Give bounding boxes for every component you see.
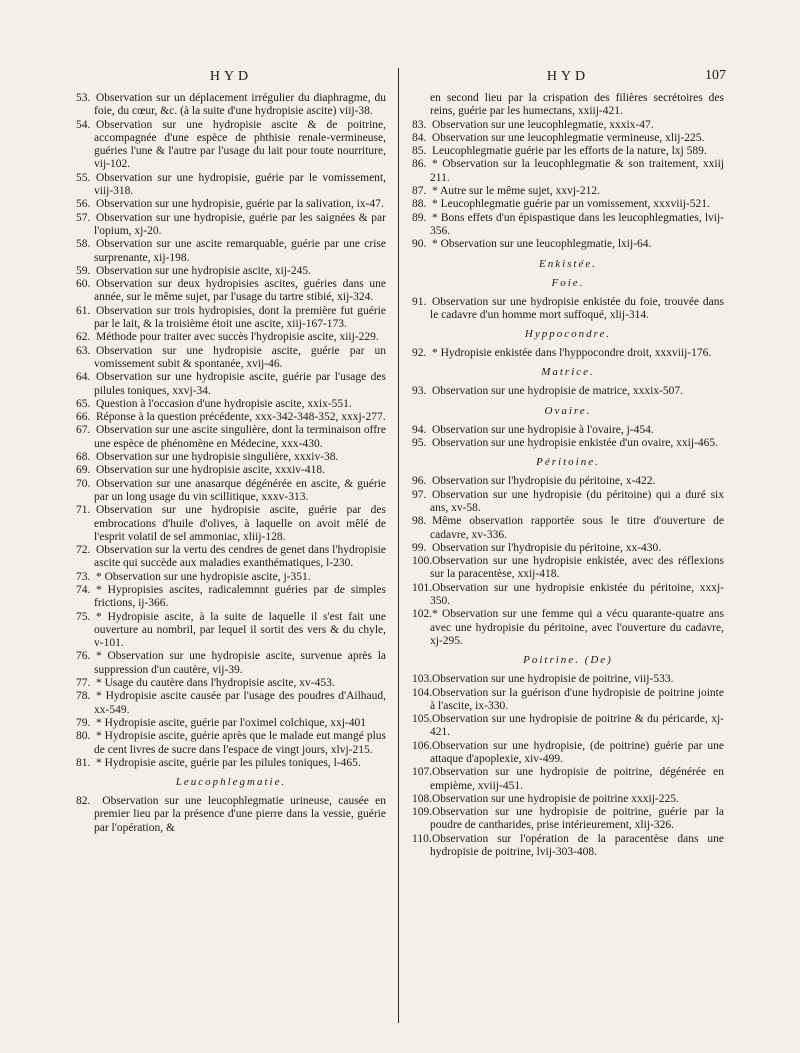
index-entry — [412, 185, 724, 198]
index-entry — [76, 677, 386, 690]
entry-text: * Autre sur le même sujet, xxvj-212. — [432, 185, 600, 198]
entry-text: Observation sur une hydropisie de poitrine, dégénérée en empième, xviij-451. — [430, 766, 724, 792]
index-entry — [76, 544, 386, 571]
entry-number: 91. — [412, 295, 427, 308]
entry-list-foie — [412, 296, 724, 323]
entry-text: Observation sur une leucophlegmatie vermineuse, xlij-225. — [432, 131, 705, 144]
index-entry — [76, 464, 386, 477]
index-entry — [412, 687, 724, 714]
entry-list-leucophlegmatie — [412, 119, 724, 252]
entry-number: 68. — [76, 451, 91, 464]
entry-number: 59. — [76, 264, 91, 277]
entry-text: Observation sur une anasarque dégénérée en ascite, & guérie par un long usage du vin scillitique, xxxv-313. — [94, 477, 386, 503]
entry-number: 62. — [76, 331, 91, 344]
entry-number: 63. — [76, 344, 91, 357]
section-heading-leucophlegmatie: Leucophlegmatie. — [175, 776, 287, 789]
entry-number: 77. — [76, 677, 91, 690]
entry-text: Observation sur une ascite remarquable, guérie par une crise surprenante, xij-198. — [94, 238, 386, 264]
entry-text: Même observation rapportée sous le titre d'ouverture de cadavre, xv-336. — [430, 515, 724, 541]
index-entry — [412, 132, 724, 145]
entry-number: 100. — [412, 555, 433, 568]
entry-list-poitrine — [412, 673, 724, 859]
index-entry — [412, 489, 724, 516]
entry-text: Observation sur trois hydropisies, dont la première fut guérie par le lait, & la troisième étoit une ascite, xiij-167-173. — [94, 304, 386, 331]
entry-number: 61. — [76, 304, 91, 317]
index-entry — [412, 833, 724, 860]
entry-number: 55. — [76, 171, 91, 184]
index-entry — [76, 238, 386, 265]
index-entry — [76, 650, 386, 677]
entry-text: Observation sur la guérison d'une hydropisie de poitrine jointe à l'ascite, ix-330. — [430, 686, 724, 712]
entry-number: 105. — [412, 713, 433, 726]
index-entry — [412, 158, 724, 185]
entry-number: 69. — [76, 464, 91, 477]
entry-text: * Hydropisie ascite, guérie après que le malade eut mangé plus de cent livres de sucre dans l'espace de vingt jours, xlvj-215. — [94, 730, 386, 756]
entry-text: Observation sur une ascite singulière, dont la terminaison offre une espèce de phénomène en Médecine, xxx-430. — [94, 424, 386, 450]
index-entry — [412, 608, 724, 648]
entry-text: Observation sur une hydropisie de matrice, xxxix-507. — [432, 385, 684, 398]
entry-text: Observation sur l'hydropisie du péritoine, xx-430. — [432, 541, 662, 554]
entry-text: Observation sur une hydropisie, (de poitrine) guérie par une attaque d'apoplexie, xiv-499. — [430, 739, 724, 765]
index-entry — [412, 424, 724, 437]
index-entry — [76, 265, 386, 278]
index-entry — [412, 145, 724, 158]
entry-text: * Hydropisie ascite, guérie par les pilules toniques, l-465. — [96, 756, 361, 769]
entry-text: Observation sur un déplacement irrégulier du diaphragme, du foie, du cœur, &c. (à la suite d'une hydropisie ascite) viij-38. — [94, 92, 386, 118]
entry-number: 90. — [412, 238, 427, 251]
index-entry — [76, 172, 386, 199]
entry-text: * Hydropisie ascite, à la suite de laquelle il s'est fait une ouverture au nombril, par lequel il sortit des vers & du chyle, v-101. — [94, 610, 386, 650]
subheading-ovaire: Ovaire. — [544, 404, 592, 417]
subheading-poitrine: Poitrine. (De) — [523, 654, 613, 667]
entry-number: 84. — [412, 131, 427, 144]
index-entry — [412, 806, 724, 833]
index-entry — [76, 478, 386, 505]
entry-number: 110. — [412, 832, 432, 845]
right-running-head: HYD — [546, 69, 590, 84]
entry-text: Réponse à la question précédente, xxx-342-348-352, xxxj-277. — [96, 411, 386, 424]
entry-number: 79. — [76, 716, 91, 729]
entry-list-hypocondre — [412, 347, 724, 360]
entry-number: 81. — [76, 756, 91, 769]
entry-number: 64. — [76, 371, 91, 384]
entry-number: 85. — [412, 145, 427, 158]
index-entry — [412, 542, 724, 555]
entry-number: 74. — [76, 583, 91, 596]
entry-number: 94. — [412, 423, 427, 436]
entry-number: 99. — [412, 541, 427, 554]
index-entry — [412, 555, 724, 582]
index-entry — [76, 212, 386, 239]
index-entry — [412, 475, 724, 488]
entry-text: Méthode pour traiter avec succès l'hydropisie ascite, xiij-229. — [96, 331, 379, 344]
entry-text: * Observation sur une leucophlegmatie, lxij-64. — [432, 238, 652, 251]
entry-text: Observation sur une hydropisie ascite, guérie par des embrocations d'huile d'olives, à laquelle on avoit mêlé de l'esprit volatil de sel ammoniac, xliij-128. — [94, 504, 386, 543]
entry-text: * Leucophlegmatie guérie par un vomissement, xxxviij-521. — [432, 198, 710, 211]
index-entry — [412, 347, 724, 360]
subheading-peritoine: Péritoine. — [536, 456, 600, 469]
entry-number: 92. — [412, 347, 427, 360]
entry-number: 106. — [412, 739, 433, 752]
entry-number: 58. — [76, 238, 91, 251]
entry-text: * Usage du cautère dans l'hydropisie ascite, xv-453. — [96, 677, 335, 690]
index-entry — [412, 766, 724, 793]
entry-text: * Observation sur une hydropisie ascite, survenue après la suppression d'un cautère, vij-39. — [94, 650, 386, 676]
entry-text: Observation sur une hydropisie singulière, xxxiv-38. — [96, 451, 339, 464]
index-entry — [76, 411, 386, 424]
entry-text: Observation sur une hydropisie (du péritoine) qui a duré six ans, xv-58. — [430, 488, 724, 514]
entry-text: Observation sur une hydropisie de poitrine xxxij-225. — [432, 792, 679, 805]
index-entry — [76, 119, 386, 172]
index-entry — [76, 371, 386, 398]
entry-number: 72. — [76, 544, 91, 557]
entry-list-peritoine — [412, 475, 724, 648]
entry-text: Observation sur une hydropisie enkistée, avec des réflexions sur la paracentèse, xxij-418. — [430, 555, 724, 581]
entry-number: 56. — [76, 198, 91, 211]
entry-number: 75. — [76, 610, 91, 623]
index-entry — [76, 795, 386, 835]
index-entry — [76, 278, 386, 305]
index-entry — [412, 296, 724, 323]
index-entry — [76, 92, 386, 119]
entry-list-ovaire — [412, 424, 724, 451]
index-entry — [412, 713, 724, 740]
entry-text: Observation sur deux hydropisies ascites, guéries dans une année, sur le même sujet, par l'usage du tartre stibié, xij-324. — [94, 278, 386, 304]
index-entry — [412, 515, 724, 542]
continuation-text: en second lieu par la crispation des filières secrétoires des reins, guérie par les humectans, xxiij-421. — [430, 92, 724, 118]
index-entry — [412, 238, 724, 251]
entry-number: 82. — [76, 795, 91, 808]
index-entry — [76, 331, 386, 344]
index-entry — [76, 717, 386, 730]
index-entry — [412, 673, 724, 686]
index-entry — [412, 119, 724, 132]
entry-text: Observation sur une hydropisie de poitrine, viij-533. — [432, 673, 674, 686]
entry-number: 104. — [412, 686, 433, 699]
entry-text: * Observation sur la leucophlegmatie & son traitement, xxiij 211. — [430, 158, 724, 184]
entry-number: 65. — [76, 397, 91, 410]
index-entry — [76, 424, 386, 451]
entry-number: 88. — [412, 198, 427, 211]
subheading-hypocondre: Hyppocondre. — [524, 328, 612, 341]
entry-number: 78. — [76, 690, 91, 703]
entry-number: 80. — [76, 730, 91, 743]
entry-number: 57. — [76, 211, 91, 224]
index-entry — [76, 611, 386, 651]
index-entry — [412, 793, 724, 806]
entry-text: * Hydropisie enkistée dans l'hyppocondre droit, xxxviij-176. — [432, 347, 712, 360]
entry-number: 98. — [412, 515, 427, 528]
entry-text: Observation sur l'opération de la paracentèse dans une hydropisie de poitrine, lvij-303-408. — [430, 832, 724, 859]
index-entry — [76, 398, 386, 411]
entry-text: * Bons effets d'un épispastique dans les leucophlegmaties, lvij-356. — [430, 211, 724, 237]
entry-text: Observation sur la vertu des cendres de genet dans l'hydropisie ascite qui succède aux maladies exanthématiques, l-230. — [94, 544, 386, 570]
subheading-matrice: Matrice. — [541, 366, 595, 379]
entry-number: 103. — [412, 673, 433, 686]
entry-number: 89. — [412, 211, 427, 224]
entry-number: 53. — [76, 92, 91, 104]
index-entry — [76, 305, 386, 332]
index-entry — [412, 740, 724, 767]
entry-number: 70. — [76, 477, 91, 490]
entry-number: 109. — [412, 806, 433, 819]
index-entry — [412, 582, 724, 609]
section-heading-enkistee: Enkistée. — [538, 257, 597, 270]
index-entry — [76, 345, 386, 372]
entry-number: 71. — [76, 504, 91, 517]
entry-number: 95. — [412, 437, 427, 450]
entry-text: Observation sur une hydropisie, guérie par les saignées & par l'opium, xj-20. — [94, 211, 386, 237]
entry-text: Observation sur une hydropisie, guérie par le vomissement, viij-318. — [94, 171, 386, 198]
entry-number: 107. — [412, 766, 433, 779]
index-entry — [76, 451, 386, 464]
entry-number: 73. — [76, 570, 91, 583]
entry-number: 86. — [412, 158, 427, 171]
page-number: 107 — [705, 68, 726, 83]
subheading-foie: Foie. — [551, 276, 585, 289]
entry-text: * Hypropisies ascites, radicalemnnt guéries par de simples frictions, ij-366. — [94, 583, 386, 610]
index-entry — [412, 198, 724, 211]
entry-text: Observation sur une hydropisie de poitrine, guérie par la poudre de cantharides, prise intérieurement, xlij-326. — [430, 806, 724, 832]
entry-text: * Observation sur une femme qui a vécu quarante-quatre ans avec une hydropisie du péritoine, avec l'ouverture du cadavre, xj-295. — [430, 608, 724, 647]
entry-text: Observation sur une hydropisie ascite, xxxiv-418. — [96, 464, 325, 477]
index-entry — [76, 571, 386, 584]
entry-text: Observation sur une leucophlegmatie, xxxix-47. — [432, 118, 654, 131]
entry-text: Observation sur une hydropisie enkistée d'un ovaire, xxij-465. — [432, 437, 718, 450]
entry-text: Observation sur une hydropisie ascite, xij-245. — [96, 264, 311, 277]
entry-number: 54. — [76, 118, 91, 131]
entry-text: Observation sur une hydropisie, guérie par la salivation, ix-47. — [96, 198, 384, 211]
index-entry — [412, 212, 724, 239]
entry-number: 102. — [412, 608, 433, 621]
entry-number: 83. — [412, 118, 427, 131]
entry-text: Observation sur une hydropisie ascite, guérie par l'usage des pilules toniques, xxvj-34. — [94, 371, 386, 397]
column-divider — [398, 68, 399, 1023]
entry-text: Observation sur une hydropisie ascite & de poitrine, accompagnée d'une espèce de phthisie renale-vermineuse, guéries l'une & l'autre par l'usage du lait pour toute nourriture, vij-102. — [94, 118, 386, 171]
entry-text: Observation sur l'hydropisie du péritoine, x-422. — [432, 475, 656, 488]
index-entry — [76, 198, 386, 211]
entry-number: 96. — [412, 475, 427, 488]
index-entry — [76, 757, 386, 770]
entry-text: Observation sur une hydropisie de poitrine & du péricarde, xj-421. — [430, 713, 724, 739]
index-entry — [412, 385, 724, 398]
entry-number: 66. — [76, 411, 91, 424]
entry-text: Observation sur une hydropisie enkistée du foie, trouvée dans le cadavre d'un homme mort suffoqué, xlij-314. — [430, 295, 724, 321]
entry-number: 108. — [412, 792, 433, 805]
left-entry-list — [76, 92, 386, 770]
index-entry — [76, 730, 386, 757]
entry-text: * Hydropisie ascite causée par l'usage des poudres d'Ailhaud, xx-549. — [94, 690, 386, 716]
left-column — [76, 68, 386, 835]
entry-text: Leucophlegmatie guérie par les efforts de la nature, lxj 589. — [432, 145, 707, 158]
entry-text: * Observation sur une hydropisie ascite, j-351. — [96, 570, 311, 583]
left-running-head: HYD — [209, 69, 253, 84]
entry-number: 87. — [412, 185, 427, 198]
entry-text: Observation sur une hydropisie enkistée du péritoine, xxxj-350. — [430, 581, 724, 608]
entry-number: 93. — [412, 385, 427, 398]
entry-list-matrice — [412, 385, 724, 398]
entry-text: Observation sur une leucophlegmatie urineuse, causée en premier lieu par la présence d'une pierre dans la vessie, guérie par l'opération, & — [94, 795, 387, 834]
entry-number: 101. — [412, 581, 433, 594]
entry-number: 60. — [76, 278, 91, 291]
index-entry — [76, 584, 386, 611]
index-entry — [76, 690, 386, 717]
entry-number: 67. — [76, 424, 91, 437]
entry-text: Observation sur une hydropisie à l'ovaire, j-454. — [432, 423, 654, 436]
index-entry — [412, 437, 724, 450]
right-column — [412, 68, 724, 859]
index-entry — [76, 504, 386, 544]
entry-number: 76. — [76, 650, 91, 663]
entry-text: * Hydropisie ascite, guérie par l'oximel colchique, xxj-401 — [96, 716, 367, 729]
entry-number: 97. — [412, 488, 427, 501]
entry-text: Observation sur une hydropisie ascite, guérie par un vomissement subit & spontanée, xvij-46. — [94, 344, 386, 370]
entry-text: Question à l'occasion d'une hydropisie ascite, xxix-551. — [96, 397, 352, 410]
